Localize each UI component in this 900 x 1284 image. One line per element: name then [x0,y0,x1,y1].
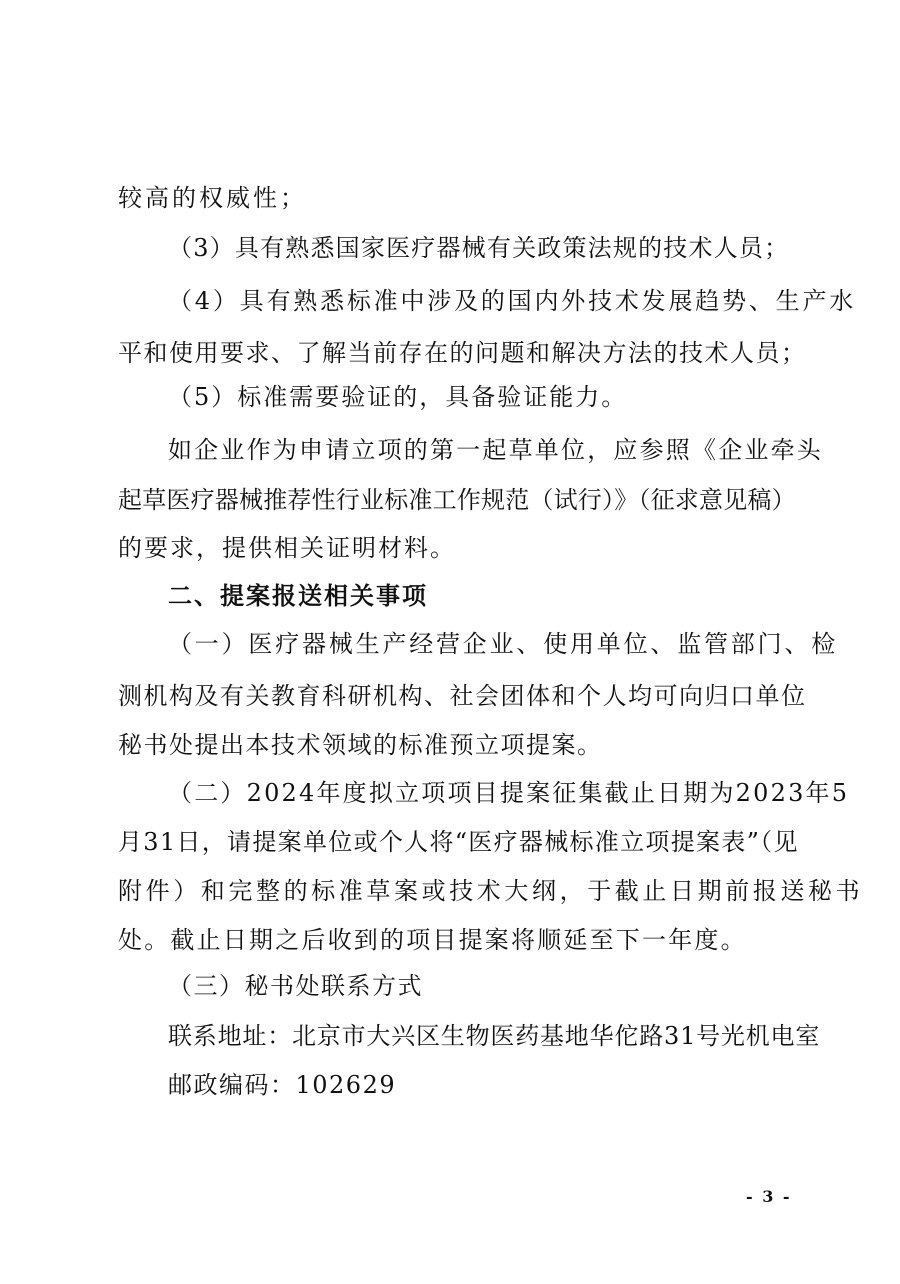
text-line-part-2-cont-2: 附件）和完整的标准草案或技术大纲，于截止日期前报送秘书 [118,877,864,905]
text-line-part-1: （一）医疗器械生产经营企业、使用单位、监管部门、检 [168,630,838,658]
text-line-item-3: （3）具有熟悉国家医疗器械有关政策法规的技术人员； [168,234,790,262]
text-line-enterprise-end: 的要求，提供相关证明材料。 [118,534,456,562]
page-number: - 3 - [746,1187,792,1206]
text-line-part-3: （三）秘书处联系方式 [168,972,423,1000]
text-line-item-4-cont: 平和使用要求、了解当前存在的问题和解决方法的技术人员； [118,339,807,367]
text-line-item-5: （5）标准需要验证的，具备验证能力。 [168,383,628,411]
text-line-postal-code: 邮政编码：102629 [168,1071,397,1099]
text-line-part-1-end: 秘书处提出本技术领域的标准预立项提案。 [118,731,603,759]
text-line-part-1-cont: 测机构及有关教育科研机构、社会团体和个人均可向归口单位 [118,682,807,710]
section-heading-proposal: 二、提案报送相关事项 [168,582,428,610]
text-line-part-2-end: 处。截止日期之后收到的项目提案将顺延至下一年度。 [118,926,747,954]
text-line-address: 联系地址：北京市大兴区生物医药基地华佗路31号光机电室 [168,1022,821,1050]
text-line-enterprise: 如企业作为申请立项的第一起草单位，应参照《企业牵头 [168,436,823,464]
text-line-enterprise-cont: 起草医疗器械推荐性行业标准工作规范（试行）》（征求意见稿） [118,486,796,514]
text-line-authority: 较高的权威性； [118,184,307,212]
text-line-part-2: （二）2024年度拟立项项目提案征集截止日期为2023年5 [168,779,850,807]
text-line-part-2-cont: 月31日，请提案单位或个人将“医疗器械标准立项提案表”（见 [118,828,799,856]
text-line-item-4: （4）具有熟悉标准中涉及的国内外技术发展趋势、生产水 [168,287,857,315]
